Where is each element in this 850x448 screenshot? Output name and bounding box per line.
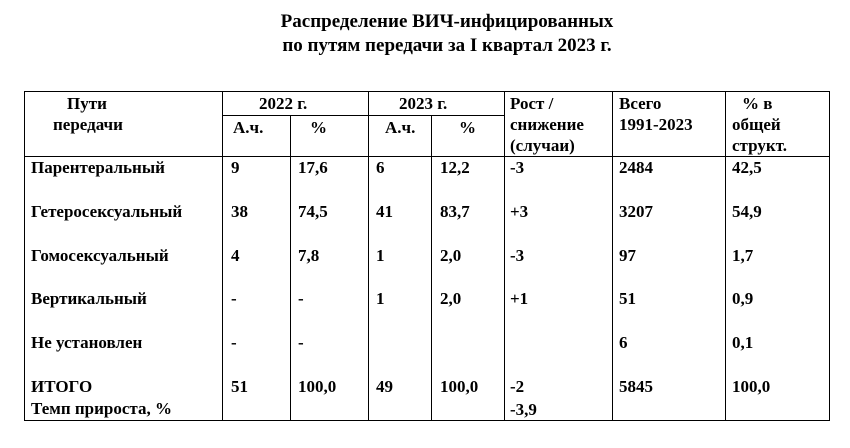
header-growth: Рост /: [510, 94, 554, 113]
header-growth: (случаи): [510, 136, 575, 155]
header-total: Всего: [619, 94, 662, 113]
growth-rate-label: Темп прироста, %: [31, 399, 172, 418]
cell-growth: +3: [510, 202, 529, 221]
header-route: передачи: [53, 115, 123, 134]
header-pct-2022: %: [310, 118, 327, 137]
col-divider: [368, 92, 369, 421]
row-divider: [222, 115, 504, 116]
header-abs-2023: А.ч.: [385, 118, 416, 137]
cell-pct-2023: 2,0: [440, 246, 462, 265]
cell-share: 1,7: [732, 246, 754, 265]
cell-abs-2023: 1: [376, 289, 385, 308]
col-divider: [725, 92, 726, 421]
cell-pct-2023: 12,2: [440, 158, 470, 177]
header-pct-2023: %: [459, 118, 476, 137]
cell-share: 42,5: [732, 158, 762, 177]
header-growth: снижение: [510, 115, 584, 134]
cell-pct-2023: 2,0: [440, 289, 462, 308]
cell-route: ИТОГО: [31, 377, 93, 396]
header-share: структ.: [732, 136, 787, 155]
header-total: 1991-2023: [619, 115, 693, 134]
cell-abs-2023: 6: [376, 158, 385, 177]
header-route: Пути: [67, 94, 107, 113]
cell-share: 0,9: [732, 289, 754, 308]
cell-route: Вертикальный: [31, 289, 147, 308]
cell-route: Парентеральный: [31, 158, 165, 177]
cell-share: 54,9: [732, 202, 762, 221]
cell-abs-2023: 1: [376, 246, 385, 265]
col-divider: [222, 92, 223, 156]
cell-abs-2022: 51: [231, 377, 248, 396]
cell-abs-2022: 38: [231, 202, 248, 221]
cell-abs-2023: 49: [376, 377, 393, 396]
cell-total: 2484: [619, 158, 653, 177]
cell-growth: -3: [510, 158, 525, 177]
header-year-2022: 2022 г.: [259, 94, 308, 113]
cell-route: Гомосексуальный: [31, 246, 169, 265]
cell-growth: -2: [510, 377, 525, 396]
col-divider: [612, 92, 613, 421]
cell-abs-2022: -: [231, 289, 237, 308]
cell-pct-2022: 17,6: [298, 158, 328, 177]
col-divider: [222, 156, 223, 421]
col-divider: [504, 92, 505, 421]
table-title-line1: Распределение ВИЧ-инфицированных: [280, 11, 614, 32]
cell-growth: +1: [510, 289, 529, 308]
cell-growth: -3: [510, 246, 525, 265]
cell-route: Не установлен: [31, 333, 143, 352]
cell-pct-2022: 100,0: [298, 377, 337, 396]
cell-share: 0,1: [732, 333, 754, 352]
cell-total: 5845: [619, 377, 653, 396]
header-share: общей: [732, 115, 781, 134]
cell-pct-2022: -: [298, 333, 304, 352]
cell-pct-2023: 100,0: [440, 377, 479, 396]
cell-total: 97: [619, 246, 636, 265]
cell-abs-2022: 4: [231, 246, 240, 265]
table-title-line2: по путям передачи за I квартал 2023 г.: [282, 35, 612, 56]
col-divider: [290, 115, 291, 421]
cell-abs-2023: 41: [376, 202, 393, 221]
cell-total: 51: [619, 289, 636, 308]
growth-rate-value: -3,9: [510, 400, 537, 419]
cell-share: 100,0: [732, 377, 771, 396]
cell-pct-2022: 7,8: [298, 246, 320, 265]
header-year-2023: 2023 г.: [399, 94, 448, 113]
cell-total: 3207: [619, 202, 653, 221]
cell-pct-2022: -: [298, 289, 304, 308]
cell-pct-2022: 74,5: [298, 202, 328, 221]
header-abs-2022: А.ч.: [233, 118, 264, 137]
cell-pct-2023: 83,7: [440, 202, 470, 221]
cell-total: 6: [619, 333, 628, 352]
cell-route: Гетеросексуальный: [31, 202, 183, 221]
header-share: % в: [742, 94, 773, 113]
col-divider: [431, 115, 432, 421]
cell-abs-2022: 9: [231, 158, 240, 177]
cell-abs-2022: -: [231, 333, 237, 352]
